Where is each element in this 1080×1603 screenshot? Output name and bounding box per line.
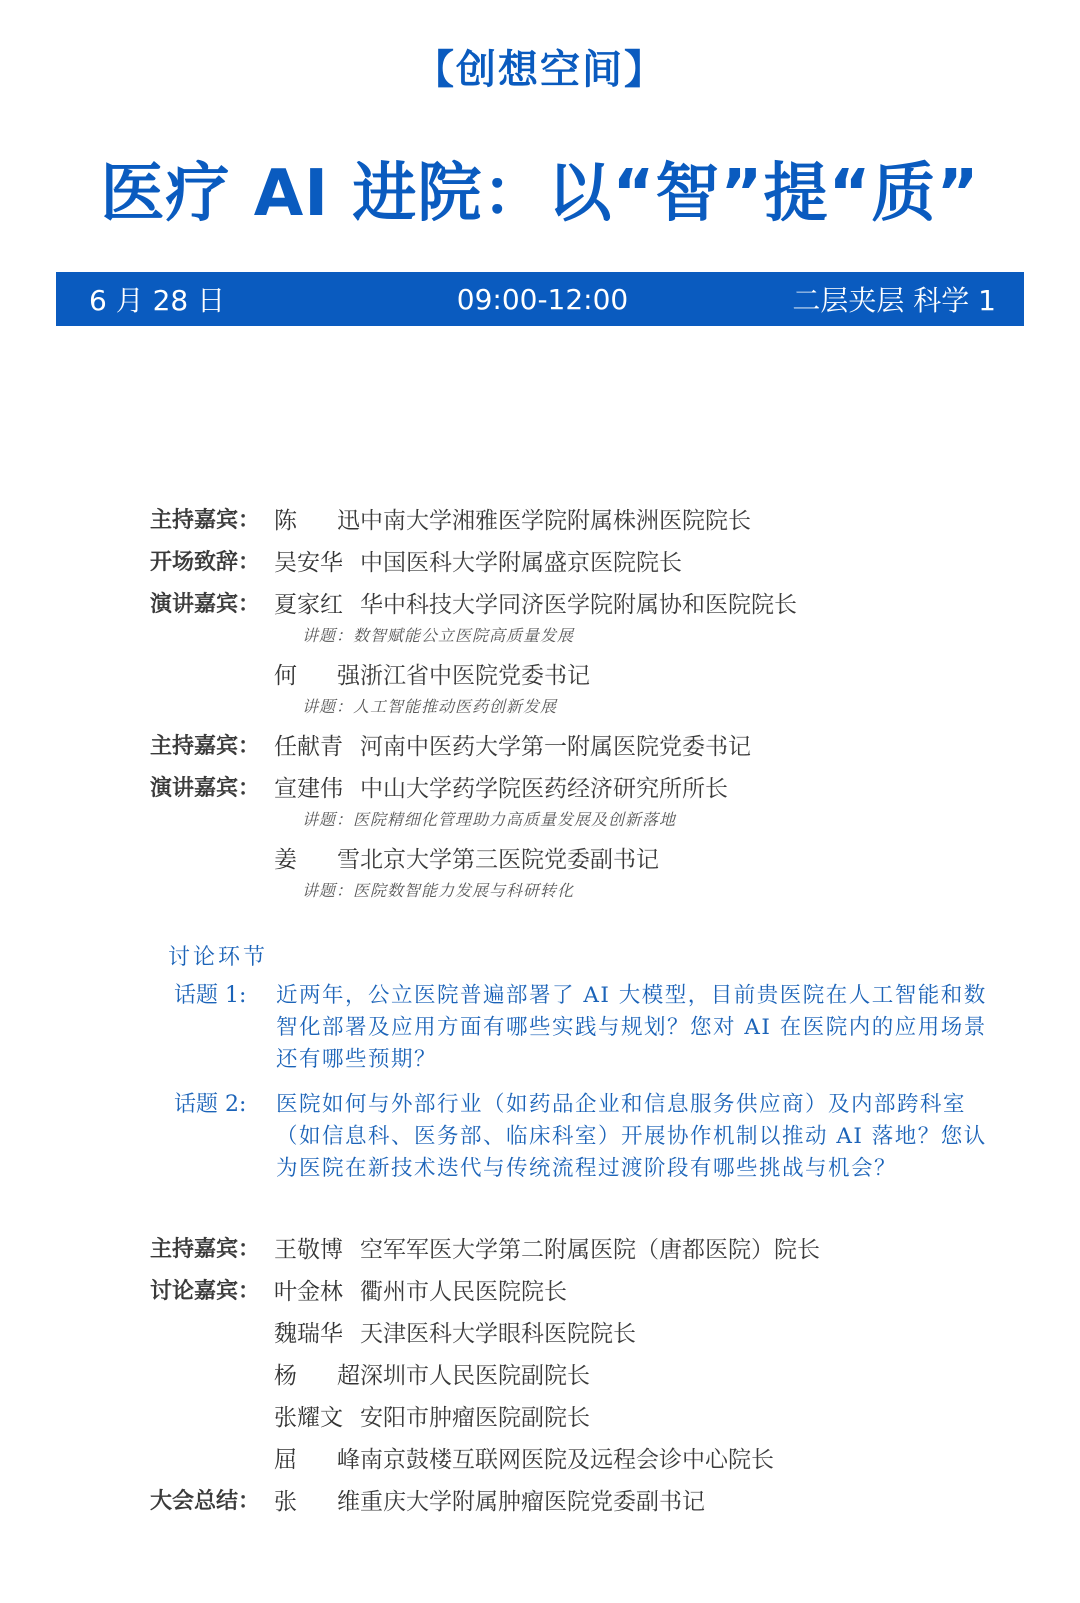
speaker-org: 浙江省中医院党委书记 [360, 662, 590, 689]
talk-title: 讲题：人工智能推动医药创新发展 [302, 696, 558, 716]
program-row [150, 655, 590, 691]
speaker-name: 何 强 [274, 662, 360, 689]
role-label: 演讲嘉宾： [150, 591, 261, 617]
speaker-org: 中南大学湘雅医学院附属株洲医院院长 [360, 507, 751, 534]
event-time: 09:00-12:00 [456, 282, 629, 316]
speaker-org: 深圳市人民医院副院长 [360, 1362, 590, 1389]
program-row [150, 839, 659, 875]
speaker-org: 中山大学药学院医药经济研究所所长 [360, 775, 728, 802]
program-row [150, 726, 751, 762]
event-venue: 二层夹层 科学 1 [792, 284, 996, 317]
discussion-topic [174, 1089, 994, 1185]
speaker-org: 安阳市肿瘤医院副院长 [360, 1404, 590, 1431]
topic-text: 医院如何与外部行业（如药品企业和信息服务供应商）及内部跨科室（如信息科、医务部、临床科室）开展协作机制以推动 AI 落地？您认为医院在新技术迭代与传统流程过渡阶段有哪些挑战与机会？ [276, 1092, 987, 1181]
discussion-title: 讨论环节 [168, 945, 269, 970]
speaker-name: 张耀文 [274, 1404, 343, 1431]
speaker-org: 中国医科大学附属盛京医院院长 [360, 549, 682, 576]
program-row [150, 768, 728, 804]
talk-title: 讲题：医院数智能力发展与科研转化 [302, 880, 575, 900]
topic-label: 话题 2: [174, 1092, 247, 1117]
program-row [150, 584, 797, 620]
speaker-name: 吴安华 [274, 549, 343, 576]
speaker-name: 宣建伟 [274, 775, 343, 802]
speaker-org: 华中科技大学同济医学院附属协和医院院长 [360, 591, 797, 618]
discussion-topic [174, 980, 994, 1076]
program-row [150, 500, 751, 536]
speaker-name: 王敬博 [274, 1236, 343, 1263]
speaker-org: 重庆大学附属肿瘤医院党委副书记 [360, 1488, 705, 1515]
talk-title: 讲题：数智赋能公立医院高质量发展 [302, 625, 575, 645]
speaker-org: 天津医科大学眼科医院院长 [360, 1320, 636, 1347]
talk-title: 讲题：医院精细化管理助力高质量发展及创新落地 [302, 809, 677, 829]
speaker-name: 任献青 [274, 733, 343, 760]
page-title: 医疗 AI 进院：以“智”提“质” [100, 157, 980, 231]
role-label: 讨论嘉宾： [150, 1278, 261, 1304]
topic-text: 近两年，公立医院普遍部署了 AI 大模型，目前贵医院在人工智能和数智化部署及应用方面有哪些实践与规划？您对 AI 在医院内的应用场景还有哪些预期？ [276, 983, 987, 1072]
speaker-name: 夏家红 [274, 591, 343, 618]
program-row [150, 1229, 820, 1265]
schedule-bar [56, 272, 1024, 326]
speaker-name: 张 维 [274, 1488, 360, 1515]
program-row [150, 1481, 705, 1517]
program-row [150, 542, 682, 578]
topic-label: 话题 1: [174, 983, 247, 1008]
role-label: 主持嘉宾： [150, 1236, 261, 1262]
program-row [150, 1355, 590, 1391]
role-label: 大会总结： [150, 1488, 261, 1514]
section-kicker: 【创想空间】 [414, 47, 666, 93]
speaker-name: 姜 雪 [274, 846, 360, 873]
program-row [150, 1397, 590, 1433]
speaker-name: 屈 峰 [274, 1446, 360, 1473]
speaker-name: 杨 超 [274, 1362, 360, 1389]
speaker-name: 陈 迅 [274, 507, 360, 534]
speaker-org: 衢州市人民医院院长 [360, 1278, 567, 1305]
role-label: 演讲嘉宾： [150, 775, 261, 801]
speaker-org: 南京鼓楼互联网医院及远程会诊中心院长 [360, 1446, 774, 1473]
speaker-name: 叶金林 [274, 1278, 343, 1305]
program-row [150, 1271, 567, 1307]
speaker-org: 空军军医大学第二附属医院（唐都医院）院长 [360, 1236, 820, 1263]
program-row [150, 1439, 774, 1475]
role-label: 主持嘉宾： [150, 507, 261, 533]
speaker-org: 北京大学第三医院党委副书记 [360, 846, 659, 873]
speaker-name: 魏瑞华 [274, 1320, 343, 1347]
speaker-org: 河南中医药大学第一附属医院党委书记 [360, 733, 751, 760]
event-date: 6 月 28 日 [89, 284, 226, 317]
program-row [150, 1313, 636, 1349]
role-label: 开场致辞： [150, 549, 261, 575]
role-label: 主持嘉宾： [150, 733, 261, 759]
